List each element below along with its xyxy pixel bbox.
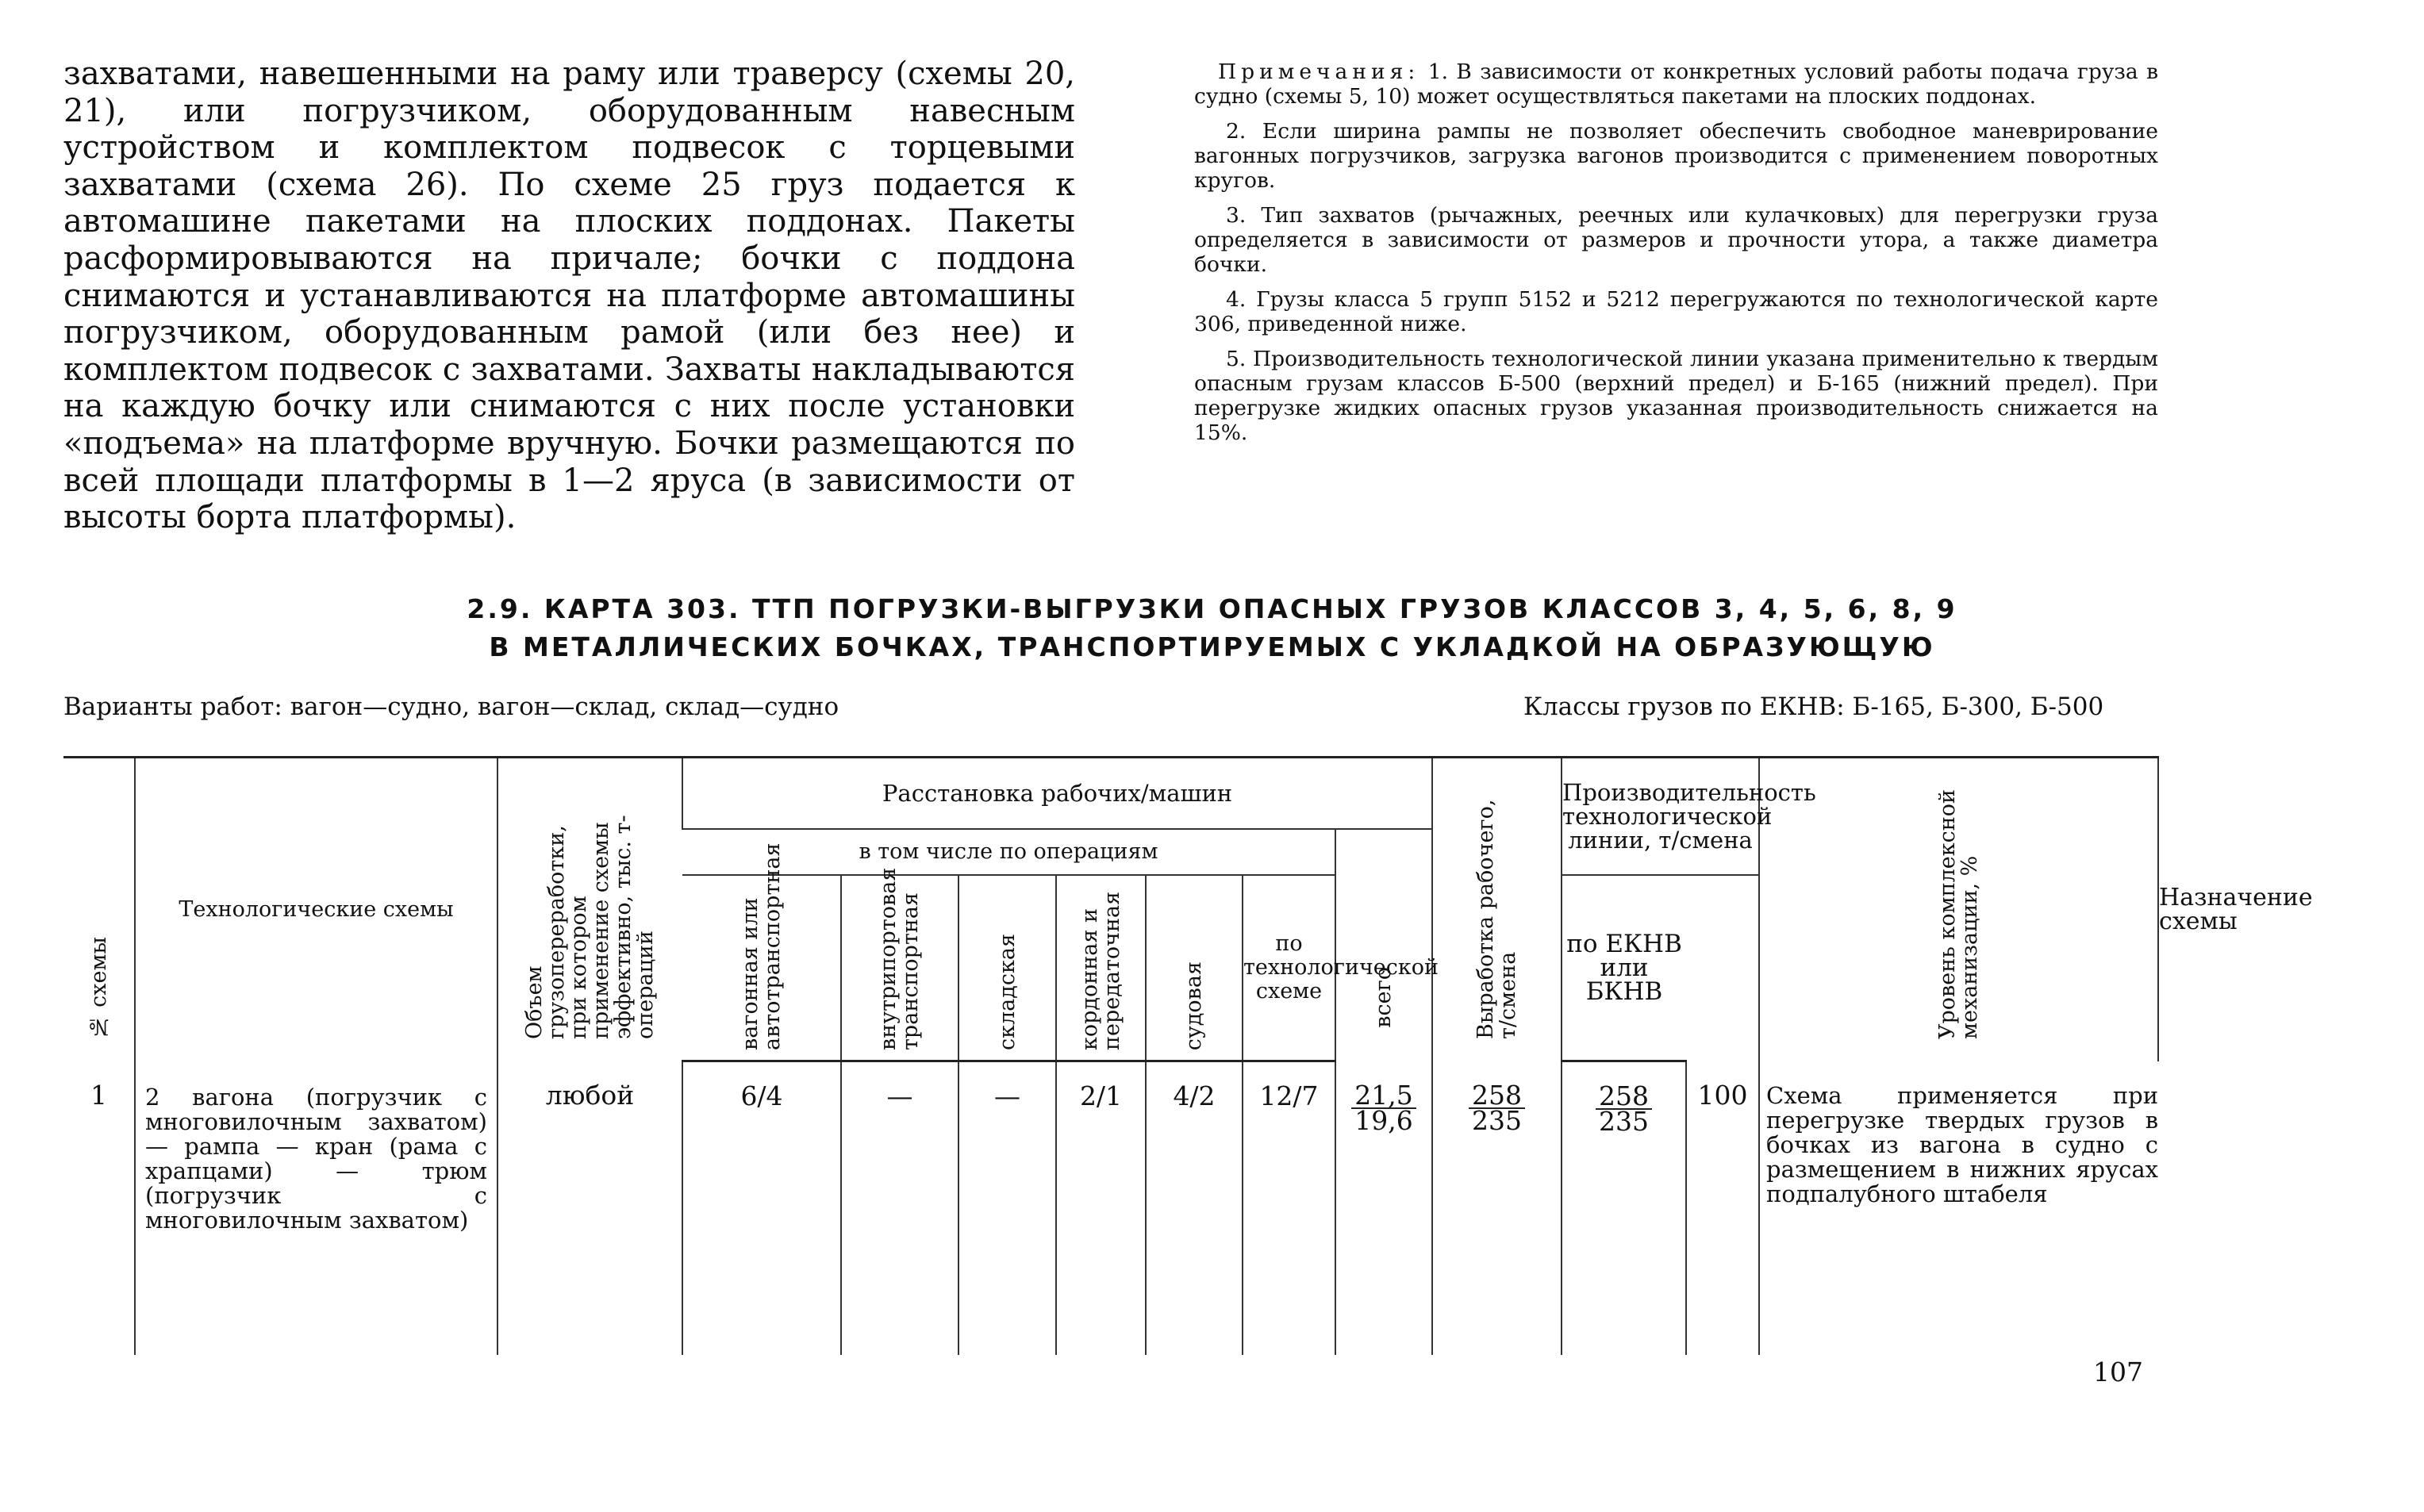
table-row: [63, 1061, 2158, 1355]
output-lower: 19,6: [1354, 1104, 1413, 1136]
note-2: 2. Если ширина рампы не позволяет обеспечить свободное маневрирование вагонных погрузчиков, загрузка вагонов производится с применением поворотных кругов.: [1194, 119, 2158, 193]
row-volume: любой: [497, 1061, 682, 1355]
body-text-left: захватами, навешенными на раму или траверсу (схемы 20, 21), или погрузчиком, оборудованным навесным устройством и комплектом подвесок с торцевыми захватами (схема 26). По схеме 25 груз подается к автомашине пакетами на плоских поддонах. Пакеты расформировываются на причале; бочки с поддона снимаются и устанавливаются на платформе автомашины погрузчиком, оборудованным рамой (или без нее) и комплектом подвесок с захватами. Захваты накладываются на каждую бочку или снимаются с них после установки «подъема» на платформе вручную. Бочки размещаются по всей площади платформы в 1—2 яруса (в зависимости от высоты борта платформы).: [63, 56, 1075, 536]
header-output: Выработка рабочего, т/смена: [1432, 758, 1562, 1061]
header-total: всего: [1335, 829, 1432, 1061]
header-cordon: кордонная и передаточная: [1056, 875, 1146, 1061]
output-upper: 21,5: [1351, 1084, 1416, 1109]
notes-heading: Примечания:: [1218, 59, 1420, 84]
prod-scheme-lower: 235: [1472, 1104, 1523, 1136]
row-ship: 4/2: [1146, 1061, 1243, 1355]
note-4: 4. Грузы класса 5 групп 5152 и 5212 перегружаются по технологической карте 306, приведенной ниже.: [1194, 287, 2158, 336]
header-wagon: вагонная или автотранспортная: [682, 875, 841, 1061]
row-scheme: 2 вагона (погрузчик с многовилочным захватом) — рампа — кран (рама с храпцами) — трюм (погрузчик с многовилочным захватом): [135, 1061, 497, 1355]
note-1-text: 1. В зависимости от конкретных условий работы подача груза в судно (схемы 5, 10) может осуществляться пакетами на плоских поддонах.: [1194, 59, 2158, 109]
cargo-classes: Классы грузов по ЕКНВ: Б-165, Б-300, Б-500: [1523, 693, 2104, 721]
prod-scheme-upper: 258: [1469, 1084, 1525, 1109]
header-schemes: Технологические схемы: [135, 758, 497, 1061]
section-title-line2: В МЕТАЛЛИЧЕСКИХ БОЧКАХ, ТРАНСПОРТИРУЕМЫХ С УКЛАДКОЙ НА ОБРАЗУЮЩУЮ: [489, 631, 1935, 662]
row-purpose: Схема применяется при перегрузке твердых грузов в бочках из вагона в судно с размещением в нижних ярусах подпалубного штабеля: [1759, 1061, 2158, 1355]
header-mechanization: Уровень комплексной механизации, %: [1759, 758, 2158, 1061]
row-prod-eknv: [1562, 1061, 1686, 1355]
row-cordon: 2/1: [1056, 1061, 1146, 1355]
header-warehouse: складская: [958, 875, 1056, 1061]
header-by-operations: в том числе по операциям: [682, 829, 1335, 875]
row-number: 1: [90, 1079, 107, 1111]
tech-scheme-table: № схемы Технологические схемы Объем грузопереработки, при котором применение схемы эффективно, тыс. т-операций Расстановка рабочих/машин Выработка рабочего, т/смена Производительность технологической линии, т/смена Уровень комплексной механизации, % Назначение схемы в том числе по операциям всего вагонная или автотранспортная внутрипортовая транспортная складская кордонная и передаточная судовая по технологической схеме по ЕКНВ или БКНВ 1 2 вагона (погрузчик с многовилочным захватом) — рампа — кран (рама с храпцами) — трюм (погрузчик с многовилочным захватом) любой 6/4 — — 2/1 4/2 12/7 $\frac{21,5}{19,6}$ $\frac{258}{235}$ $\frac{258}{235}$ 100 Схема применяется при перегрузке твердых грузов в бочках из вагона в судно с размещением в нижних ярусах подпалубного штабеля: [63, 756, 2158, 1355]
row-output: [1335, 1061, 1432, 1355]
header-ship: судовая: [1146, 875, 1243, 1061]
section-title-line1: 2.9. КАРТА 303. ТТП ПОГРУЗКИ-ВЫГРУЗКИ ОПАСНЫХ ГРУЗОВ КЛАССОВ 3, 4, 5, 6, 8, 9: [467, 593, 1957, 624]
row-warehouse: —: [958, 1061, 1056, 1355]
prod-eknv-upper: 258: [1596, 1084, 1652, 1110]
header-by-scheme: по технологической схеме: [1243, 875, 1335, 1061]
row-mechanization: 100: [1686, 1061, 1759, 1355]
row-wagon: 6/4: [682, 1061, 841, 1355]
header-scheme-number: № схемы: [86, 937, 111, 1039]
notes-block: [1194, 59, 2158, 455]
page-number: 107: [2093, 1357, 2143, 1387]
note-3: 3. Тип захватов (рычажных, реечных или кулачковых) для перегрузки груза определяется в зависимости от размеров и прочности утора, а также диаметра бочки.: [1194, 203, 2158, 277]
header-placement: Расстановка рабочих/машин: [682, 758, 1432, 830]
header-productivity: Производительность технологической линии, т/смена: [1562, 758, 1759, 876]
row-prod-scheme: [1432, 1061, 1562, 1355]
prod-eknv-lower: 235: [1599, 1106, 1650, 1137]
header-volume: Объем грузопереработки, при котором применение схемы эффективно, тыс. т-операций: [497, 758, 682, 1061]
note-1: [1194, 59, 2158, 109]
note-5: 5. Производительность технологической линии указана применительно к твердым опасным грузам классов Б-500 (верхний предел) и Б-165 (нижний предел). При перегрузке жидких опасных грузов указанная производительность снижается на 15%.: [1194, 347, 2158, 445]
row-total: 12/7: [1243, 1061, 1335, 1355]
header-by-eknv: по ЕКНВ или БКНВ: [1562, 875, 1686, 1061]
row-internal: —: [841, 1061, 958, 1355]
header-internal-transport: внутрипортовая транспортная: [841, 875, 958, 1061]
work-variants: Варианты работ: вагон—судно, вагон—склад, склад—судно: [63, 693, 839, 721]
